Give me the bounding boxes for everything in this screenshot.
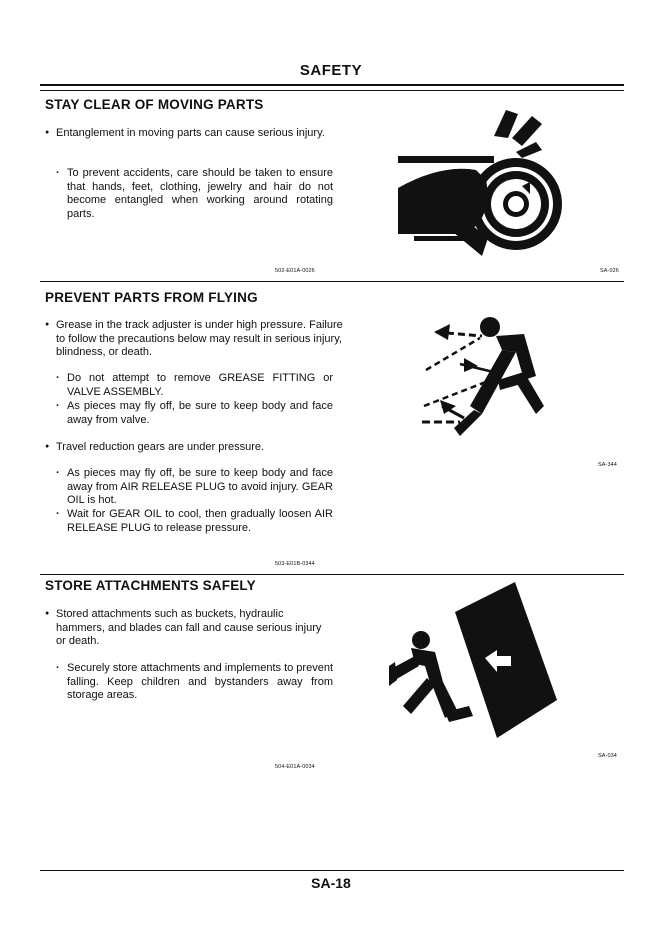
section-heading-store-attachments: STORE ATTACHMENTS SAFELY [45, 578, 256, 593]
bullet-entanglement: ● Entanglement in moving parts can cause serious injury. [45, 126, 332, 141]
sub-bullet-keep-away-valve: · As pieces may fly off, be sure to keep body and face away from valve. [56, 400, 333, 427]
rotating-parts-hand-warning-icon [396, 108, 566, 263]
sub-bullet-securely-store: · Securely store attachments and implements to prevent falling. Keep children and bystanders away from storage areas. [56, 662, 333, 703]
section-heading-moving-parts: STAY CLEAR OF MOVING PARTS [45, 97, 264, 112]
sub-bullet-grease-fitting: · Do not attempt to remove GREASE FITTING or VALVE ASSEMBLY. [56, 372, 333, 399]
doc-code: 502-E01A-0026 [275, 268, 315, 274]
illustration-code: SA-026 [600, 268, 619, 274]
page-number: SA-18 [311, 875, 351, 891]
section-divider [40, 281, 624, 282]
sub-bullet-prevent-accidents: · To prevent accidents, care should be taken to ensure that hands, feet, clothing, jewelry and hair do not become entangled when working around rotating parts. [56, 167, 333, 221]
flying-parts-person-icon [420, 310, 555, 440]
section-divider [40, 574, 624, 575]
bullet-grease-pressure: ● Grease in the track adjuster is under high pressure. Failure to follow the precautions below may result in serious injury, blindness, or death. [45, 318, 346, 360]
falling-attachment-person-icon [385, 582, 560, 742]
page-title: SAFETY [299, 62, 363, 79]
bullet-stored-attachments: ● Stored attachments such as buckets, hydraulic hammers, and blades can fall and cause serious injury or death. [45, 607, 332, 649]
section-heading-flying-parts: PREVENT PARTS FROM FLYING [45, 290, 258, 305]
bullet-travel-gears: ● Travel reduction gears are under pressure. [45, 440, 346, 455]
sub-bullet-air-release-plug: · As pieces may fly off, be sure to keep body and face away from AIR RELEASE PLUG to avoid injury. GEAR OIL is hot. [56, 467, 333, 508]
illustration-code: SA-344 [598, 462, 617, 468]
sub-bullet-gear-oil-cool: · Wait for GEAR OIL to cool, then gradually loosen AIR RELEASE PLUG to release pressure. [56, 508, 333, 535]
header-divider [40, 84, 624, 86]
footer-divider [40, 870, 624, 871]
doc-code: 504-E01A-0034 [275, 764, 315, 770]
illustration-code: SA-034 [598, 753, 617, 759]
header-divider-thin [40, 90, 624, 91]
doc-code: 503-E01B-0344 [275, 561, 315, 567]
